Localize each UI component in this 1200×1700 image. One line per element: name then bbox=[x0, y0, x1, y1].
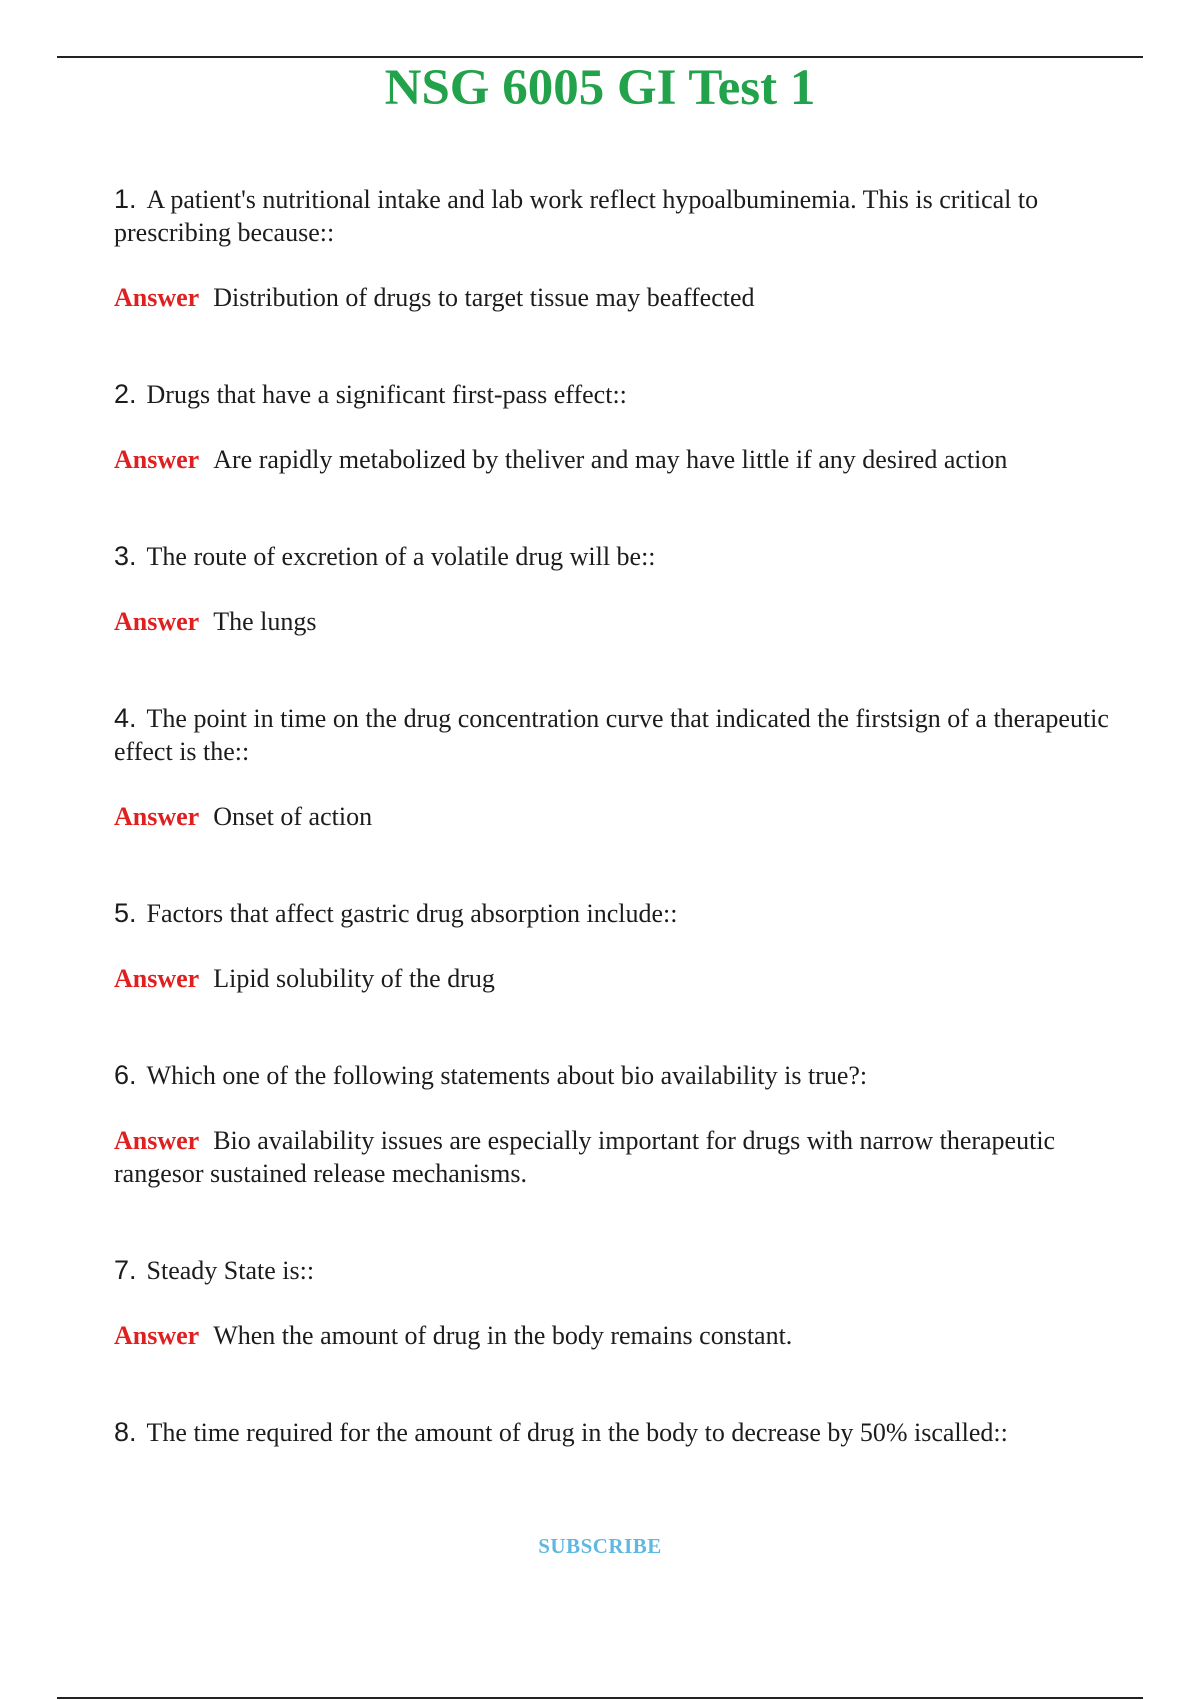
question-text: A patient's nutritional intake and lab work reflect hypoalbuminemia. This is critical to prescribing because:: bbox=[114, 185, 1039, 247]
answer-label: Answer bbox=[114, 1126, 200, 1155]
answer-label: Answer bbox=[114, 607, 200, 636]
answer bbox=[114, 443, 1124, 476]
answer bbox=[114, 1319, 1124, 1352]
answer-text: Are rapidly metabolized by theliver and may have little if any desired action bbox=[213, 445, 1008, 474]
question-number: 5. bbox=[114, 898, 137, 928]
subscribe-link[interactable]: SUBSCRIBE bbox=[538, 1534, 662, 1558]
qa-item bbox=[114, 1254, 1124, 1352]
question-number: 8. bbox=[114, 1417, 137, 1447]
qa-item bbox=[114, 897, 1124, 995]
question-text: The time required for the amount of drug in the body to decrease by 50% iscalled:: bbox=[146, 1418, 1008, 1447]
qa-item bbox=[114, 1059, 1124, 1190]
answer-label: Answer bbox=[114, 1321, 200, 1350]
answer bbox=[114, 962, 1124, 995]
answer bbox=[114, 800, 1124, 833]
question-number: 1. bbox=[114, 184, 137, 214]
question-text: Steady State is:: bbox=[146, 1256, 315, 1285]
document-title: NSG 6005 GI Test 1 bbox=[384, 60, 816, 116]
question-number: 3. bbox=[114, 541, 137, 571]
answer bbox=[114, 605, 1124, 638]
answer-text: Distribution of drugs to target tissue may beaffected bbox=[213, 283, 755, 312]
question bbox=[114, 1416, 1124, 1449]
answer-text: Lipid solubility of the drug bbox=[213, 964, 495, 993]
answer bbox=[114, 1124, 1124, 1190]
question-text: The route of excretion of a volatile drug will be:: bbox=[146, 542, 656, 571]
question bbox=[114, 702, 1124, 768]
question-text: Which one of the following statements about bio availability is true?: bbox=[146, 1061, 868, 1090]
question-number: 2. bbox=[114, 379, 137, 409]
qa-item bbox=[114, 702, 1124, 833]
question-list bbox=[114, 183, 1124, 1449]
qa-item bbox=[114, 1416, 1124, 1449]
question-number: 4. bbox=[114, 703, 137, 733]
question-number: 7. bbox=[114, 1255, 137, 1285]
bottom-divider bbox=[57, 1697, 1143, 1699]
question-number: 6. bbox=[114, 1060, 137, 1090]
question bbox=[114, 1059, 1124, 1092]
question bbox=[114, 1254, 1124, 1287]
answer-text: The lungs bbox=[213, 607, 317, 636]
answer-text: When the amount of drug in the body remains constant. bbox=[213, 1321, 793, 1350]
answer bbox=[114, 281, 1124, 314]
answer-label: Answer bbox=[114, 283, 200, 312]
answer-text: Bio availability issues are especially important for drugs with narrow therapeutic rangesor sustained release mechanisms. bbox=[114, 1126, 1056, 1188]
qa-item bbox=[114, 378, 1124, 476]
question bbox=[114, 183, 1124, 249]
question-text: Drugs that have a significant first-pass effect:: bbox=[146, 380, 627, 409]
answer-text: Onset of action bbox=[213, 802, 373, 831]
qa-item bbox=[114, 183, 1124, 314]
answer-label: Answer bbox=[114, 964, 200, 993]
answer-label: Answer bbox=[114, 802, 200, 831]
question bbox=[114, 378, 1124, 411]
answer-label: Answer bbox=[114, 445, 200, 474]
qa-item bbox=[114, 540, 1124, 638]
question-text: Factors that affect gastric drug absorption include:: bbox=[146, 899, 678, 928]
question bbox=[114, 540, 1124, 573]
question bbox=[114, 897, 1124, 930]
question-text: The point in time on the drug concentration curve that indicated the firstsign of a therapeutic effect is the:: bbox=[114, 704, 1109, 766]
